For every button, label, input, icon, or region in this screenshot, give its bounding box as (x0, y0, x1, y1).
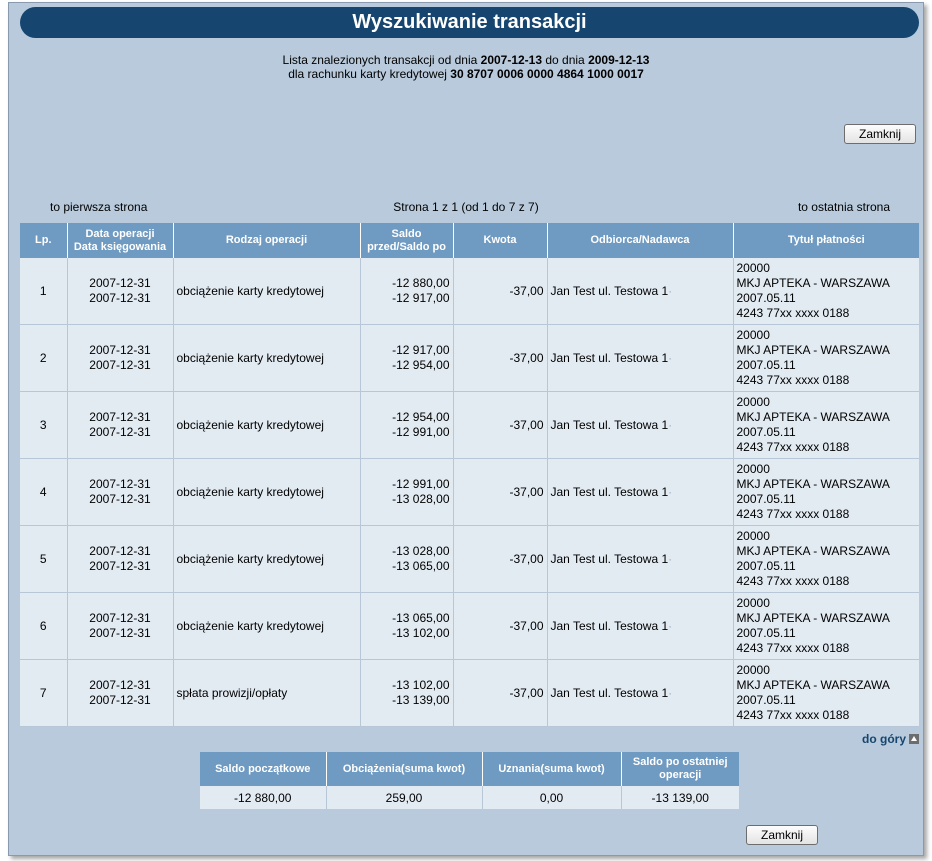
cell-party-text: Jan Test ul. Testowa 1 (550, 417, 669, 432)
cell-title-line3: 2007.05.11 (736, 626, 796, 640)
cell-title-line2: MKJ APTEKA - WARSZAWA (736, 544, 890, 558)
cell-party (547, 392, 733, 459)
cell-saldo-after: -12 917,00 (392, 291, 450, 305)
table-row[interactable] (20, 392, 919, 459)
cell-title-line4: 4243 77xx xxxx 0188 (736, 574, 850, 588)
cell-amount: -37,00 (453, 593, 547, 660)
summary-header-end-line2: operacji (659, 769, 702, 781)
cell-dates (67, 593, 173, 660)
main-frame (8, 2, 924, 856)
back-to-top-label: do góry (862, 732, 906, 746)
summary-header-start: Saldo początkowe (200, 752, 326, 786)
col-header-date-book: Data księgowania (73, 240, 167, 253)
cell-title-line4: 4243 77xx xxxx 0188 (736, 507, 850, 521)
overflow-marker: · (668, 417, 673, 432)
summary-end-value: -13 139,00 (621, 786, 739, 809)
overflow-marker: · (668, 551, 673, 566)
cell-title-line2: MKJ APTEKA - WARSZAWA (736, 678, 890, 692)
table-header-row (20, 223, 919, 258)
col-header-type[interactable]: Rodzaj operacji (173, 223, 360, 258)
cell-saldo (360, 325, 453, 392)
cell-party-text: Jan Test ul. Testowa 1 (550, 618, 669, 633)
cell-title-line4: 4243 77xx xxxx 0188 (736, 440, 850, 454)
col-header-title[interactable]: Tytuł płatności (733, 223, 919, 258)
overflow-marker: · (668, 350, 673, 365)
cell-title-line1: 20000 (736, 596, 770, 610)
arrow-up-icon (909, 734, 919, 744)
cell-title-line3: 2007.05.11 (736, 492, 796, 506)
cell-saldo-before: -12 954,00 (392, 410, 450, 424)
cell-date-book: 2007-12-31 (89, 492, 151, 506)
cell-amount: -37,00 (453, 526, 547, 593)
cell-lp: 1 (20, 258, 67, 325)
cell-date-op: 2007-12-31 (89, 343, 151, 357)
date-to: 2009-12-13 (588, 53, 650, 67)
subtitle-prefix: Lista znalezionych transakcji od dnia (282, 53, 481, 67)
cell-title-line2: MKJ APTEKA - WARSZAWA (736, 410, 890, 424)
cell-lp: 3 (20, 392, 67, 459)
date-from: 2007-12-13 (480, 53, 543, 67)
table-row[interactable] (20, 660, 919, 727)
cell-date-op: 2007-12-31 (89, 477, 151, 491)
pager-last-page: to ostatnia strona (797, 200, 890, 214)
cell-title (733, 593, 919, 660)
cell-dates (67, 392, 173, 459)
cell-party (547, 459, 733, 526)
cell-party (547, 593, 733, 660)
col-header-date[interactable] (67, 223, 173, 258)
cell-lp: 4 (20, 459, 67, 526)
cell-party (547, 660, 733, 727)
cell-saldo-before: -13 028,00 (392, 544, 450, 558)
cell-party-text: Jan Test ul. Testowa 1 (550, 484, 669, 499)
cell-amount: -37,00 (453, 258, 547, 325)
pager-info: Strona 1 z 1 (od 1 do 7 z 7) (393, 200, 539, 214)
cell-title-line2: MKJ APTEKA - WARSZAWA (736, 611, 890, 625)
back-to-top-link[interactable] (862, 732, 919, 746)
col-header-date-op: Data operacji (85, 227, 155, 240)
cell-saldo (360, 392, 453, 459)
cell-date-op: 2007-12-31 (89, 544, 151, 558)
cell-saldo (360, 526, 453, 593)
cell-date-book: 2007-12-31 (89, 626, 151, 640)
cell-title-line1: 20000 (736, 462, 770, 476)
search-criteria (9, 53, 923, 81)
account-prefix: dla rachunku karty kredytowej (288, 67, 451, 81)
cell-date-op: 2007-12-31 (89, 678, 151, 692)
cell-dates (67, 258, 173, 325)
cell-party-text: Jan Test ul. Testowa 1 (550, 350, 669, 365)
cell-lp: 2 (20, 325, 67, 392)
cell-title-line1: 20000 (736, 395, 770, 409)
cell-saldo-before: -12 991,00 (392, 477, 450, 491)
col-header-lp[interactable]: Lp. (20, 223, 67, 258)
cell-saldo-after: -12 954,00 (392, 358, 450, 372)
cell-amount: -37,00 (453, 660, 547, 727)
cell-type: obciążenie karty kredytowej (173, 325, 360, 392)
cell-saldo (360, 660, 453, 727)
col-header-party[interactable]: Odbiorca/Nadawca (547, 223, 733, 258)
cell-saldo-after: -13 139,00 (392, 693, 450, 707)
cell-amount: -37,00 (453, 459, 547, 526)
cell-title-line3: 2007.05.11 (736, 693, 796, 707)
cell-type: obciążenie karty kredytowej (173, 526, 360, 593)
table-row[interactable] (20, 325, 919, 392)
summary-credits-value: 0,00 (482, 786, 621, 809)
cell-title (733, 660, 919, 727)
close-button-top[interactable]: Zamknij (844, 124, 916, 144)
summary-header-end (621, 752, 739, 786)
account-number: 30 8707 0006 0000 4864 1000 0017 (450, 67, 644, 81)
cell-date-book: 2007-12-31 (89, 291, 151, 305)
pager-first-page: to pierwsza strona (50, 200, 148, 214)
summary-header-end-line1: Saldo po ostatniej (632, 756, 728, 768)
cell-saldo-before: -13 102,00 (392, 678, 450, 692)
cell-saldo-after: -13 065,00 (392, 559, 450, 573)
cell-lp: 6 (20, 593, 67, 660)
cell-title (733, 526, 919, 593)
col-header-amount[interactable]: Kwota (453, 223, 547, 258)
cell-party-text: Jan Test ul. Testowa 1 (550, 551, 669, 566)
cell-type: obciążenie karty kredytowej (173, 593, 360, 660)
table-row[interactable] (20, 526, 919, 593)
cell-date-op: 2007-12-31 (89, 276, 151, 290)
cell-title-line1: 20000 (736, 261, 770, 275)
cell-date-op: 2007-12-31 (89, 410, 151, 424)
summary-header-credits: Uznania(suma kwot) (482, 752, 621, 786)
cell-dates (67, 660, 173, 727)
cell-title-line1: 20000 (736, 663, 770, 677)
cell-saldo-after: -12 991,00 (392, 425, 450, 439)
cell-type: spłata prowizji/opłaty (173, 660, 360, 727)
cell-saldo-before: -12 880,00 (392, 276, 450, 290)
cell-title-line3: 2007.05.11 (736, 291, 796, 305)
transactions-table (20, 223, 919, 727)
cell-saldo (360, 258, 453, 325)
cell-saldo-before: -13 065,00 (392, 611, 450, 625)
summary-values-row (200, 786, 739, 809)
cell-date-op: 2007-12-31 (89, 611, 151, 625)
overflow-marker: · (668, 618, 673, 633)
overflow-marker: · (668, 685, 673, 700)
cell-title-line2: MKJ APTEKA - WARSZAWA (736, 343, 890, 357)
cell-title-line3: 2007.05.11 (736, 425, 796, 439)
cell-lp: 5 (20, 526, 67, 593)
cell-date-book: 2007-12-31 (89, 559, 151, 573)
table-row[interactable] (20, 258, 919, 325)
overflow-marker: · (668, 484, 673, 499)
cell-date-book: 2007-12-31 (89, 425, 151, 439)
cell-title (733, 392, 919, 459)
cell-date-book: 2007-12-31 (89, 693, 151, 707)
cell-title (733, 459, 919, 526)
cell-dates (67, 459, 173, 526)
col-header-saldo-line2: przed/Saldo po (367, 240, 446, 253)
cell-saldo-before: -12 917,00 (392, 343, 450, 357)
cell-type: obciążenie karty kredytowej (173, 258, 360, 325)
cell-title-line3: 2007.05.11 (736, 559, 796, 573)
summary-header-row (200, 752, 739, 786)
cell-party-text: Jan Test ul. Testowa 1 (550, 283, 669, 298)
cell-title-line4: 4243 77xx xxxx 0188 (736, 306, 850, 320)
cell-lp: 7 (20, 660, 67, 727)
cell-saldo (360, 459, 453, 526)
cell-title-line1: 20000 (736, 529, 770, 543)
cell-title-line3: 2007.05.11 (736, 358, 796, 372)
cell-type: obciążenie karty kredytowej (173, 392, 360, 459)
cell-title-line4: 4243 77xx xxxx 0188 (736, 641, 850, 655)
summary-start-value: -12 880,00 (200, 786, 326, 809)
cell-saldo (360, 593, 453, 660)
col-header-saldo[interactable] (360, 223, 453, 258)
cell-party (547, 258, 733, 325)
cell-title-line4: 4243 77xx xxxx 0188 (736, 708, 850, 722)
cell-amount: -37,00 (453, 325, 547, 392)
cell-title-line1: 20000 (736, 328, 770, 342)
summary-header-debits: Obciążenia(suma kwot) (326, 752, 482, 786)
cell-dates (67, 526, 173, 593)
cell-date-book: 2007-12-31 (89, 358, 151, 372)
cell-title-line2: MKJ APTEKA - WARSZAWA (736, 477, 890, 491)
cell-party (547, 325, 733, 392)
cell-title (733, 325, 919, 392)
close-button-bottom[interactable]: Zamknij (746, 825, 818, 845)
cell-dates (67, 325, 173, 392)
col-header-saldo-line1: Saldo (391, 227, 422, 240)
cell-title-line2: MKJ APTEKA - WARSZAWA (736, 276, 890, 290)
summary-table (200, 752, 739, 809)
cell-party (547, 526, 733, 593)
overflow-marker: · (668, 283, 673, 298)
cell-title-line4: 4243 77xx xxxx 0188 (736, 373, 850, 387)
summary-debits-value: 259,00 (326, 786, 482, 809)
cell-amount: -37,00 (453, 392, 547, 459)
cell-saldo-after: -13 028,00 (392, 492, 450, 506)
cell-title (733, 258, 919, 325)
cell-type: obciążenie karty kredytowej (173, 459, 360, 526)
cell-party-text: Jan Test ul. Testowa 1 (550, 685, 669, 700)
cell-saldo-after: -13 102,00 (392, 626, 450, 640)
subtitle-mid: do dnia (542, 53, 589, 67)
table-row[interactable] (20, 593, 919, 660)
table-row[interactable] (20, 459, 919, 526)
page-title: Wyszukiwanie transakcji (20, 7, 919, 38)
